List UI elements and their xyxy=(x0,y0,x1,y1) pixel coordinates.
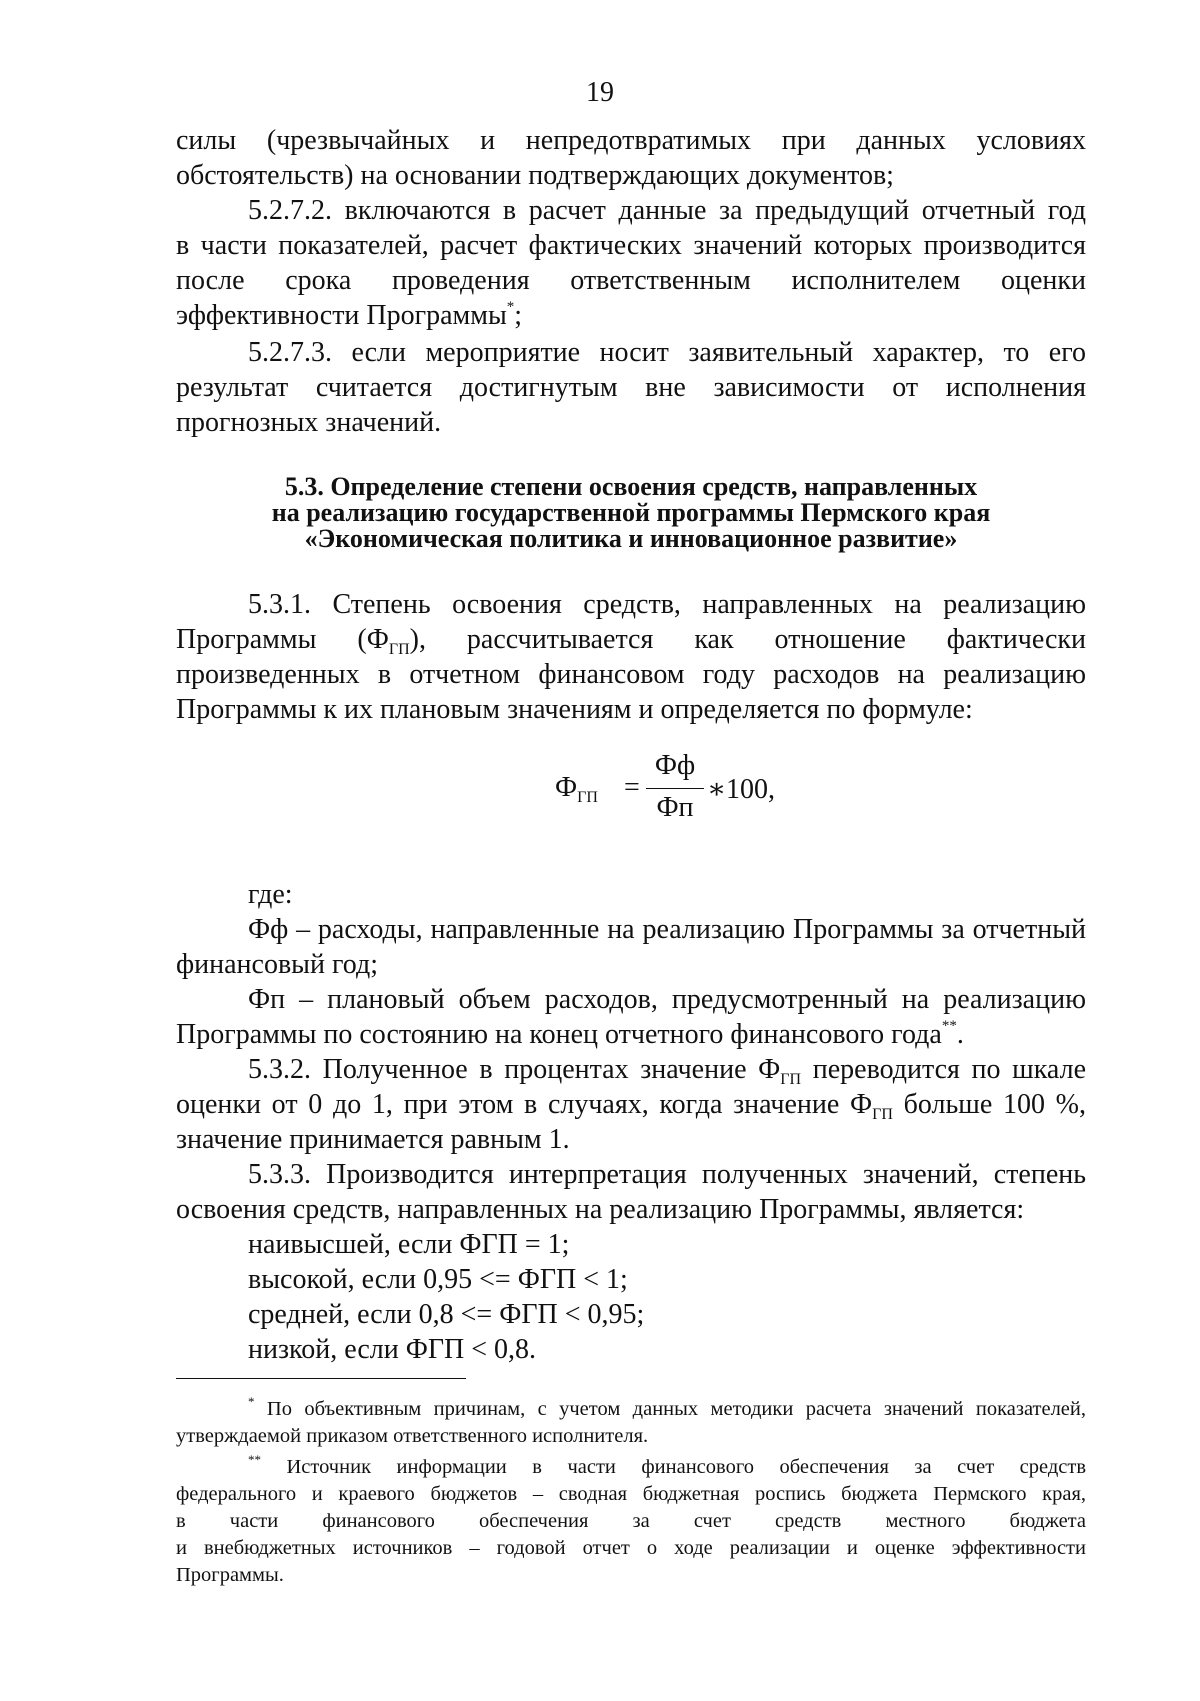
fraction-bar xyxy=(646,788,704,789)
body-line: Программы к их плановым значениям и определяется по формуле: xyxy=(176,694,973,725)
formula xyxy=(555,750,835,830)
body-line: 5.3.1. Степень освоения средств, направленных на реализацию xyxy=(248,589,1086,620)
body-text: Программы (Ф xyxy=(176,624,389,655)
formula-multiplier: ∗100, xyxy=(707,774,776,805)
body-text: эффективности Программы xyxy=(176,300,507,331)
body-text: ), рассчитывается как отношение фактически xyxy=(409,624,1086,655)
subscript: ГП xyxy=(780,1071,802,1088)
section-heading: «Экономическая политика и инновационное развитие» xyxy=(304,524,958,553)
body-line: 5.3.3. Производится интерпретация полученных значений, степень xyxy=(248,1159,1086,1190)
body-line: обстоятельств) на основании подтверждающих документов; xyxy=(176,160,894,191)
footnote-mark: * xyxy=(248,1394,255,1409)
body-text: . xyxy=(956,1019,964,1050)
body-line: Фф – расходы, направленные на реализацию Программы за отчетный xyxy=(248,914,1086,945)
footnote-line: утверждаемой приказом ответственного исполнителя. xyxy=(176,1425,649,1447)
body-line: в части показателей, расчет фактических значений которых производится xyxy=(176,230,1086,261)
footnote-line xyxy=(248,1454,1086,1481)
body-line: Фп – плановый объем расходов, предусмотренный на реализацию xyxy=(248,984,1086,1015)
body-line: произведенных в отчетном финансовом году расходов на реализацию xyxy=(176,659,1086,690)
body-line: освоения средств, направленных на реализацию Программы, является: xyxy=(176,1194,1025,1225)
list-item: наивысшей, если ФГП = 1; xyxy=(248,1229,570,1260)
footnote-line: в части финансового обеспечения за счет средств местного бюджета xyxy=(176,1510,1086,1532)
body-line: значение принимается равным 1. xyxy=(176,1124,570,1155)
body-line: силы (чрезвычайных и непредотвратимых при данных условиях xyxy=(176,125,1086,156)
body-line: финансовый год; xyxy=(176,949,378,980)
footnote-mark: ** xyxy=(248,1452,261,1467)
body-line: 5.2.7.3. если мероприятие носит заявительный характер, то его xyxy=(248,337,1086,368)
footnote-text: По объективным причинам, с учетом данных методики расчета значений показателей, xyxy=(266,1398,1087,1420)
footnote-separator xyxy=(176,1378,466,1379)
body-line xyxy=(176,299,1086,333)
formula-numerator: Фф xyxy=(654,750,696,781)
footnote-text: Источник информации в части финансового обеспечения за счет средств xyxy=(286,1456,1087,1478)
subscript: ГП xyxy=(577,789,598,806)
list-item: средней, если 0,8 <= ФГП < 0,95; xyxy=(248,1299,645,1330)
subscript: ГП xyxy=(388,641,410,658)
footnote-line: федерального и краевого бюджетов – сводная бюджетная роспись бюджета Пермского края, xyxy=(176,1483,1086,1505)
body-line xyxy=(176,1018,1086,1052)
formula-symbol: Ф xyxy=(555,772,578,803)
footnote-mark: * xyxy=(506,299,515,315)
body-text: переводится по шкале xyxy=(801,1054,1086,1085)
footnote-line: Программы. xyxy=(176,1564,284,1586)
body-line: 5.2.7.2. включаются в расчет данные за предыдущий отчетный год xyxy=(248,195,1086,226)
footnote-line: и внебюджетных источников – годовой отчет о ходе реализации и оценке эффективности xyxy=(176,1537,1086,1559)
body-line xyxy=(248,1053,1086,1087)
body-text: 5.3.2. Полученное в процентах значение Ф xyxy=(248,1054,781,1085)
list-item: высокой, если 0,95 <= ФГП < 1; xyxy=(248,1264,628,1295)
page-number: 19 xyxy=(586,77,614,108)
footnote-mark: ** xyxy=(941,1018,957,1034)
body-text: ; xyxy=(514,300,523,331)
footnote-line xyxy=(248,1396,1086,1423)
list-item: низкой, если ФГП < 0,8. xyxy=(248,1334,537,1365)
body-line xyxy=(176,623,1086,657)
body-text: Программы по состоянию на конец отчетного финансового года xyxy=(176,1019,942,1050)
section-heading: на реализацию государственной программы Пермского края xyxy=(271,498,991,527)
body-text: больше 100 %, xyxy=(892,1089,1086,1120)
section-heading: 5.3. Определение степени освоения средств, направленных xyxy=(284,472,978,501)
body-line: результат считается достигнутым вне зависимости от исполнения xyxy=(176,372,1086,403)
body-line: после срока проведения ответственным исполнителем оценки xyxy=(176,265,1086,296)
body-line xyxy=(176,1088,1086,1122)
body-line: прогнозных значений. xyxy=(176,407,442,438)
body-text: оценки от 0 до 1, при этом в случаях, когда значение Ф xyxy=(176,1089,873,1120)
body-line: где: xyxy=(248,879,293,910)
formula-equals: = xyxy=(624,772,640,803)
subscript: ГП xyxy=(872,1106,893,1123)
formula-lhs xyxy=(555,772,598,804)
formula-denominator: Фп xyxy=(656,792,694,823)
